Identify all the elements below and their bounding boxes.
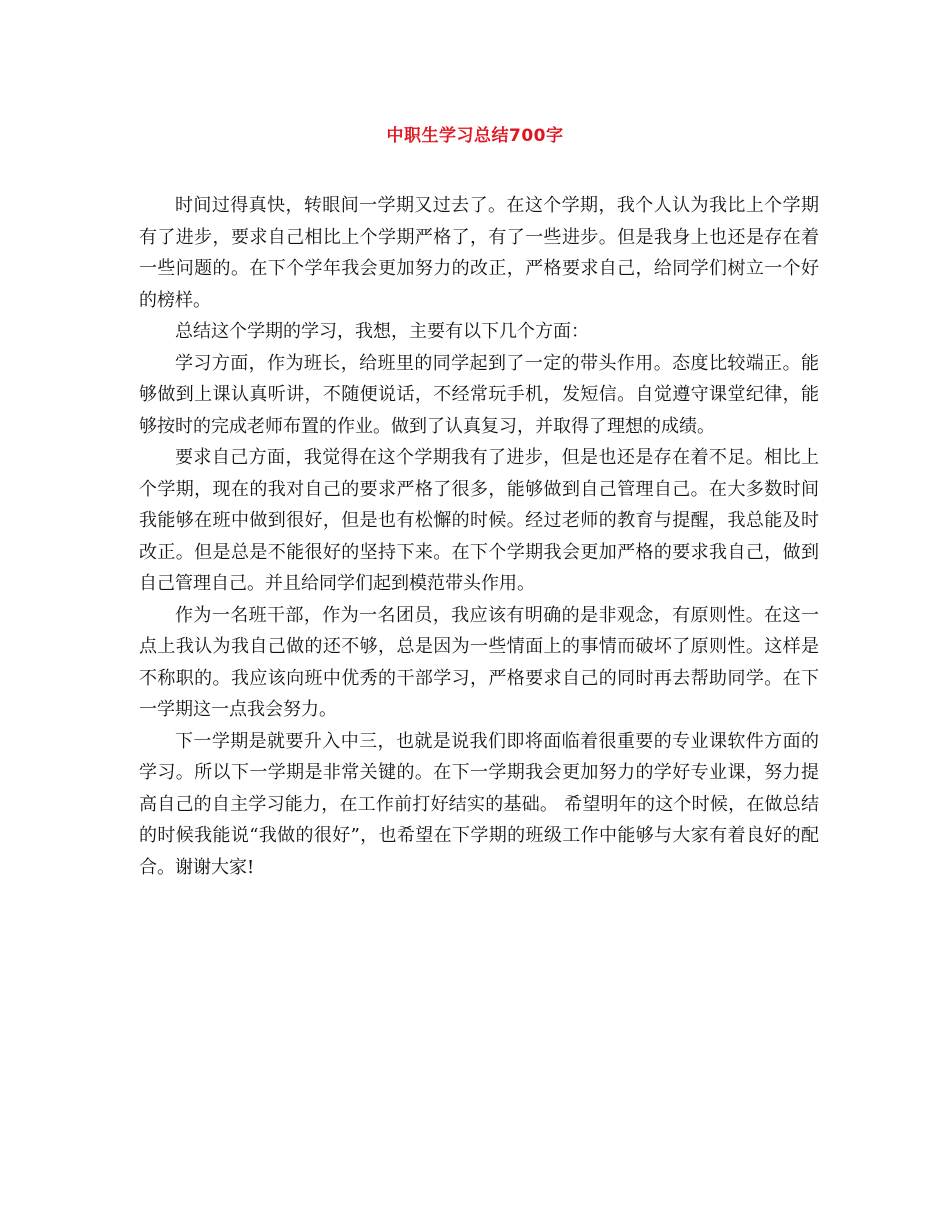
paragraph-next-term: 下一学期是就要升入中三，也就是说我们即将面临着很重要的专业课软件方面的学习。所以下一学期是非常关键的。在下一学期我会更加努力的学好专业课，努力提高自己的自主学习能力，在工作前打好结实的基础。 希望明年的这个时候，在做总结的时候我能说“我做的很好”，也希望在下学期的班级工作中能够与大家有着良好的配合。谢谢大家! (139, 730, 819, 878)
document-body (139, 190, 819, 883)
document-title: 中职生学习总结700字 (386, 126, 564, 146)
paragraph-summary-lead: 总结这个学期的学习，我想，主要有以下几个方面： (175, 321, 589, 342)
paragraph-study: 学习方面，作为班长，给班里的同学起到了一定的带头作用。态度比较端正。能够做到上课认真听讲，不随便说话，不经常玩手机，发短信。自觉遵守课堂纪律，能够按时的完成老师布置的作业。做到了认真复习，并取得了理想的成绩。 (139, 352, 819, 437)
paragraph-self-discipline: 要求自己方面，我觉得在这个学期我有了进步，但是也还是存在着不足。相比上个学期，现在的我对自己的要求严格了很多，能够做到自己管理自己。在大多数时间我能够在班中做到很好，但是也有松懈的时候。经过老师的教育与提醒，我总能及时改正。但是总是不能很好的坚持下来。在下个学期我会更加严格的要求我自己，做到自己管理自己。并且给同学们起到模范带头作用。 (139, 447, 819, 594)
paragraph-intro: 时间过得真快，转眼间一学期又过去了。在这个学期，我个人认为我比上个学期有了进步，要求自己相比上个学期严格了，有了一些进步。但是我身上也还是存在着一些问题的。在下个学年我会更加努力的改正，严格要求自己，给同学们树立一个好的榜样。 (139, 195, 819, 311)
paragraph-class-cadre: 作为一名班干部，作为一名团员，我应该有明确的是非观念，有原则性。在这一点上我认为我自己做的还不够，总是因为一些情面上的事情而破坏了原则性。这样是不称职的。我应该向班中优秀的干部学习，严格要求自己的同时再去帮助同学。在下一学期这一点我会努力。 (139, 604, 819, 720)
